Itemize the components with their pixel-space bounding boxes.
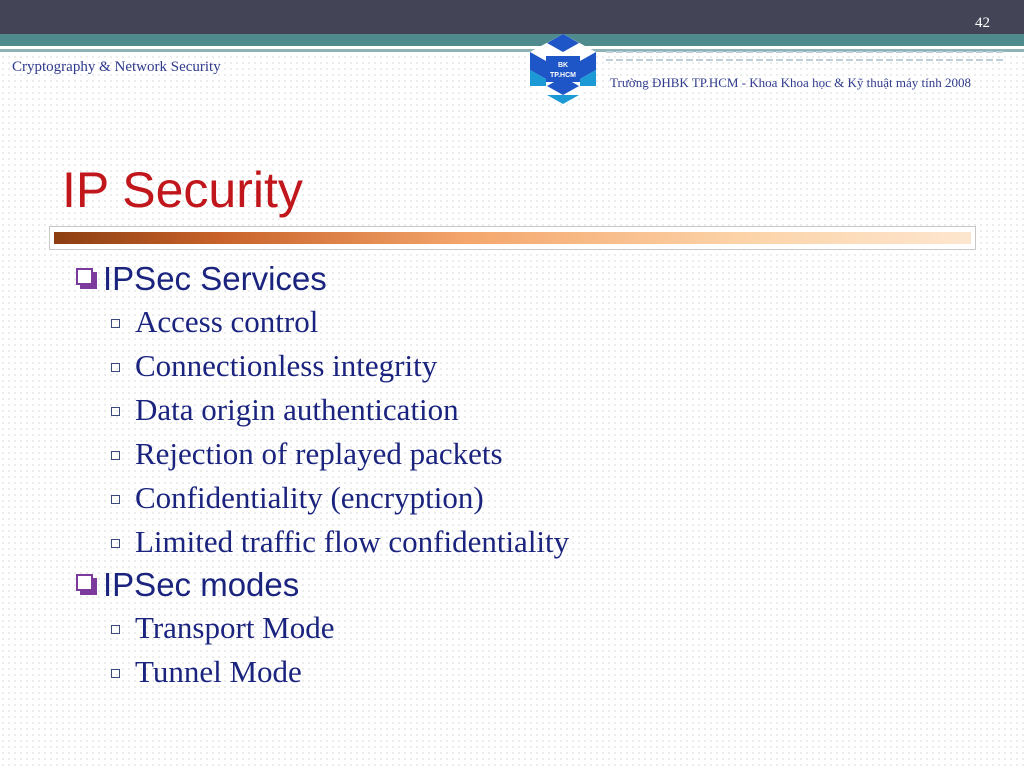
section-heading-label: IPSec modes xyxy=(103,566,300,603)
svg-text:BK: BK xyxy=(557,62,569,69)
square-bullet-icon xyxy=(111,539,120,548)
list-item xyxy=(76,476,976,520)
section-heading xyxy=(76,564,976,606)
svg-text:TP.HCM: TP.HCM xyxy=(550,72,576,79)
university-name: Trường ĐHBK TP.HCM - Khoa Khoa học & Kỹ thuật máy tính 2008 xyxy=(610,75,971,90)
header-dash-pattern xyxy=(606,45,1006,67)
list-item-label: Rejection of replayed packets xyxy=(135,436,503,471)
slide-title: IP Security xyxy=(62,162,303,218)
title-underline-gradient xyxy=(54,232,971,244)
square-bullet-icon xyxy=(111,669,120,678)
square-bullet-icon xyxy=(111,407,120,416)
course-name: Cryptography & Network Security xyxy=(12,59,221,75)
square-bullet-icon xyxy=(111,319,120,328)
list-item xyxy=(76,432,976,476)
square-bullet-icon xyxy=(111,451,120,460)
list-item xyxy=(76,606,976,650)
list-item-label: Limited traffic flow confidentiality xyxy=(135,524,570,559)
checkbox-bullet-icon xyxy=(76,574,98,596)
list-item-label: Tunnel Mode xyxy=(135,654,302,689)
list-item xyxy=(76,520,976,564)
checkbox-bullet-icon xyxy=(76,268,98,290)
bk-logo-icon xyxy=(526,34,600,104)
square-bullet-icon xyxy=(111,625,120,634)
section-heading-label: IPSec Services xyxy=(103,260,327,297)
list-item xyxy=(76,300,976,344)
list-item-label: Connectionless integrity xyxy=(135,348,438,383)
slide-number: 42 xyxy=(975,15,990,31)
title-underline-bar xyxy=(49,226,976,250)
square-bullet-icon xyxy=(111,495,120,504)
list-item xyxy=(76,344,976,388)
list-item xyxy=(76,650,976,694)
square-bullet-icon xyxy=(111,363,120,372)
section-heading xyxy=(76,258,976,300)
list-item-label: Confidentiality (encryption) xyxy=(135,480,484,515)
header-dark-band xyxy=(0,0,1024,34)
list-item-label: Access control xyxy=(135,304,319,339)
list-item-label: Data origin authentication xyxy=(135,392,459,427)
list-item xyxy=(76,388,976,432)
university-logo xyxy=(526,34,600,104)
list-item-label: Transport Mode xyxy=(135,610,335,645)
slide-content xyxy=(76,258,976,694)
